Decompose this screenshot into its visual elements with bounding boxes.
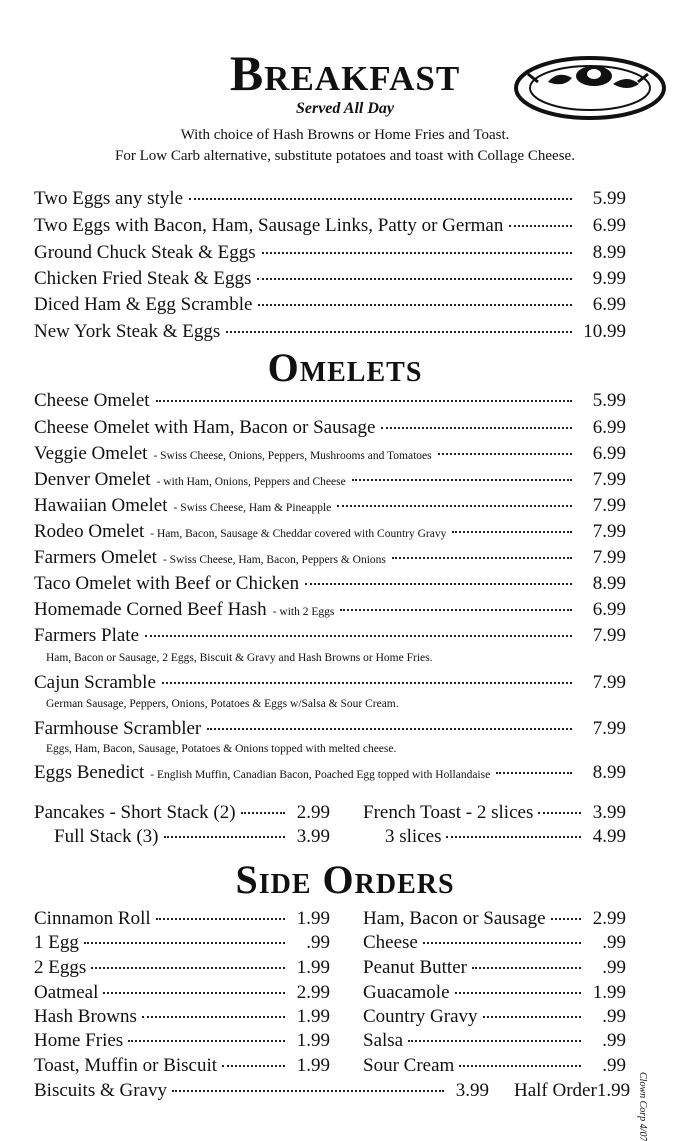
leader-dots bbox=[172, 1088, 444, 1092]
item-price: 7.99 bbox=[592, 672, 626, 693]
leader-dots bbox=[452, 529, 572, 533]
menu-item bbox=[34, 521, 626, 545]
item-price: 7.99 bbox=[592, 469, 626, 490]
leader-dots bbox=[222, 1063, 285, 1067]
item-name: 2 Eggs bbox=[34, 957, 87, 978]
item-name: Salsa bbox=[363, 1030, 404, 1051]
item-name: Sour Cream bbox=[363, 1055, 455, 1076]
item-price: 6.99 bbox=[592, 599, 626, 620]
item-price: 2.99 bbox=[592, 908, 626, 929]
item-description: - Ham, Bacon, Sausage & Cheddar covered with Country Gravy bbox=[150, 528, 447, 540]
menu-item bbox=[363, 802, 626, 826]
menu-item bbox=[34, 188, 626, 212]
menu-item bbox=[34, 718, 626, 742]
item-name: Peanut Butter bbox=[363, 957, 467, 978]
item-name: Hawaiian Omelet bbox=[34, 495, 168, 516]
leader-dots bbox=[509, 223, 572, 227]
leader-dots bbox=[145, 633, 572, 637]
item-price: 2.99 bbox=[296, 982, 330, 1003]
item-name: Cheese Omelet bbox=[34, 390, 150, 411]
leader-dots bbox=[156, 398, 572, 402]
leader-dots bbox=[164, 834, 286, 838]
leader-dots bbox=[226, 329, 572, 333]
menu-item bbox=[363, 957, 626, 981]
item-subdescription: Ham, Bacon or Sausage, 2 Eggs, Biscuit & Gravy and Hash Browns or Home Fries. bbox=[46, 652, 433, 664]
item-price: 3.99 bbox=[455, 1080, 489, 1101]
item-price: 1.99 bbox=[296, 1006, 330, 1027]
leader-dots bbox=[156, 916, 285, 920]
leader-dots bbox=[483, 1014, 581, 1018]
item-name: Cajun Scramble bbox=[34, 672, 156, 693]
menu-item bbox=[34, 268, 626, 292]
menu-item bbox=[34, 625, 626, 649]
leader-dots bbox=[337, 503, 572, 507]
leader-dots bbox=[352, 477, 572, 481]
item-description: - Swiss Cheese, Ham & Pineapple bbox=[173, 502, 332, 514]
leader-dots bbox=[103, 990, 285, 994]
item-subdescription: German Sausage, Peppers, Onions, Potatoes & Eggs w/Salsa & Sour Cream. bbox=[46, 698, 399, 710]
menu-item bbox=[34, 294, 626, 318]
item-price: 6.99 bbox=[592, 443, 626, 464]
item-price: 3.99 bbox=[592, 802, 626, 823]
menu-item bbox=[34, 802, 330, 826]
item-name: Pancakes - Short Stack (2) bbox=[34, 802, 236, 823]
leader-dots bbox=[551, 916, 581, 920]
leader-dots bbox=[438, 451, 572, 455]
item-name: Two Eggs with Bacon, Ham, Sausage Links, Patty or German bbox=[34, 215, 504, 236]
breakfast-note-sides: With choice of Hash Browns or Home Fries and Toast. bbox=[180, 127, 510, 143]
item-name: Eggs Benedict bbox=[34, 762, 145, 783]
menu-item bbox=[34, 573, 626, 597]
item-name: Oatmeal bbox=[34, 982, 99, 1003]
item-name: Home Fries bbox=[34, 1030, 124, 1051]
menu-item bbox=[34, 672, 626, 696]
item-price: 6.99 bbox=[592, 294, 626, 315]
menu-item bbox=[34, 908, 330, 932]
item-price: 10.99 bbox=[583, 321, 626, 342]
menu-item bbox=[34, 762, 626, 786]
item-name: Farmers Plate bbox=[34, 625, 140, 646]
half-order-price: 1.99 bbox=[596, 1080, 631, 1101]
leader-dots bbox=[472, 965, 581, 969]
omelets-title: Omelets bbox=[267, 345, 423, 390]
menu-item bbox=[34, 390, 626, 414]
item-price: .99 bbox=[602, 1030, 626, 1051]
leader-dots bbox=[305, 581, 572, 585]
leader-dots bbox=[91, 965, 285, 969]
leader-dots bbox=[257, 276, 572, 280]
menu-item bbox=[385, 826, 626, 850]
item-price: 7.99 bbox=[592, 547, 626, 568]
leader-dots bbox=[241, 810, 285, 814]
item-name: Denver Omelet bbox=[34, 469, 151, 490]
item-description: - with Ham, Onions, Peppers and Cheese bbox=[156, 476, 346, 488]
menu-item bbox=[34, 599, 626, 623]
item-name: Ham, Bacon or Sausage bbox=[363, 908, 546, 929]
leader-dots bbox=[258, 302, 572, 306]
item-price: 9.99 bbox=[592, 268, 626, 289]
item-price: 7.99 bbox=[592, 521, 626, 542]
item-price: .99 bbox=[602, 1006, 626, 1027]
item-price: 3.99 bbox=[296, 826, 330, 847]
breakfast-note-lowcarb: For Low Carb alternative, substitute potatoes and toast with Collage Cheese. bbox=[115, 148, 575, 164]
item-name: Homemade Corned Beef Hash bbox=[34, 599, 267, 620]
item-price: 4.99 bbox=[592, 826, 626, 847]
leader-dots bbox=[340, 607, 572, 611]
item-name: Chicken Fried Steak & Eggs bbox=[34, 268, 252, 289]
menu-item bbox=[34, 1006, 330, 1030]
item-name: Full Stack (3) bbox=[54, 826, 159, 847]
menu-item bbox=[34, 469, 626, 493]
item-price: 1.99 bbox=[296, 1030, 330, 1051]
item-name: Toast, Muffin or Biscuit bbox=[34, 1055, 218, 1076]
half-order bbox=[514, 1080, 631, 1104]
menu-item bbox=[34, 321, 626, 345]
menu-item bbox=[363, 982, 626, 1006]
item-price: 7.99 bbox=[592, 625, 626, 646]
item-description: - Swiss Cheese, Ham, Bacon, Peppers & Onions bbox=[162, 554, 386, 566]
side-orders-title: Side Orders bbox=[235, 857, 455, 902]
item-price: 7.99 bbox=[592, 495, 626, 516]
breakfast-subtitle: Served All Day bbox=[295, 100, 395, 117]
item-name: New York Steak & Eggs bbox=[34, 321, 221, 342]
item-name: Farmers Omelet bbox=[34, 547, 157, 568]
item-name: Cheese Omelet with Ham, Bacon or Sausage bbox=[34, 417, 376, 438]
leader-dots bbox=[207, 726, 572, 730]
item-price: 5.99 bbox=[592, 390, 626, 411]
menu-item bbox=[34, 1080, 489, 1104]
menu-item bbox=[34, 957, 330, 981]
item-name: Ground Chuck Steak & Eggs bbox=[34, 242, 256, 263]
item-name: Veggie Omelet bbox=[34, 443, 148, 464]
menu-item bbox=[34, 547, 626, 571]
leader-dots bbox=[459, 1063, 581, 1067]
leader-dots bbox=[128, 1038, 285, 1042]
item-price: 1.99 bbox=[296, 908, 330, 929]
item-price: 1.99 bbox=[592, 982, 626, 1003]
item-name: Farmhouse Scrambler bbox=[34, 718, 202, 739]
item-price: 1.99 bbox=[296, 1055, 330, 1076]
leader-dots bbox=[162, 680, 572, 684]
item-price: .99 bbox=[602, 932, 626, 953]
item-name: Cinnamon Roll bbox=[34, 908, 151, 929]
item-price: 1.99 bbox=[296, 957, 330, 978]
item-name: Hash Browns bbox=[34, 1006, 137, 1027]
item-price: 2.99 bbox=[296, 802, 330, 823]
menu-item bbox=[363, 908, 626, 932]
menu-item bbox=[363, 1055, 626, 1079]
item-description: - Swiss Cheese, Onions, Peppers, Mushrooms and Tomatoes bbox=[153, 450, 432, 462]
leader-dots bbox=[496, 770, 572, 774]
item-description: - English Muffin, Canadian Bacon, Poached Egg topped with Hollandaise bbox=[150, 769, 491, 781]
item-name: Rodeo Omelet bbox=[34, 521, 145, 542]
item-name: Two Eggs any style bbox=[34, 188, 184, 209]
leader-dots bbox=[262, 250, 572, 254]
leader-dots bbox=[446, 834, 581, 838]
menu-item bbox=[34, 417, 626, 441]
item-name: Biscuits & Gravy bbox=[34, 1080, 167, 1101]
menu-item bbox=[54, 826, 330, 850]
item-name: Guacamole bbox=[363, 982, 450, 1003]
printer-credit: Clown Corp 4/07 bbox=[637, 1072, 648, 1141]
menu-item bbox=[34, 215, 626, 239]
leader-dots bbox=[142, 1014, 285, 1018]
menu-item bbox=[34, 242, 626, 266]
item-price: 7.99 bbox=[592, 718, 626, 739]
menu-item bbox=[363, 932, 626, 956]
item-name: Diced Ham & Egg Scramble bbox=[34, 294, 253, 315]
item-price: 8.99 bbox=[592, 242, 626, 263]
item-price: .99 bbox=[306, 932, 330, 953]
leader-dots bbox=[538, 810, 581, 814]
item-name: 1 Egg bbox=[34, 932, 79, 953]
menu-item bbox=[34, 982, 330, 1006]
leader-dots bbox=[392, 555, 572, 559]
breakfast-title: Breakfast bbox=[229, 45, 461, 101]
menu-item bbox=[363, 1006, 626, 1030]
menu-item bbox=[34, 932, 330, 956]
item-price: 8.99 bbox=[592, 762, 626, 783]
menu-item bbox=[34, 1030, 330, 1054]
item-price: .99 bbox=[602, 957, 626, 978]
item-name: French Toast - 2 slices bbox=[363, 802, 534, 823]
leader-dots bbox=[455, 990, 581, 994]
item-name: 3 slices bbox=[385, 826, 442, 847]
menu-item bbox=[34, 495, 626, 519]
item-name: Taco Omelet with Beef or Chicken bbox=[34, 573, 300, 594]
item-price: 8.99 bbox=[592, 573, 626, 594]
plate-illustration-icon bbox=[508, 44, 668, 124]
half-order-label: Half Order bbox=[514, 1080, 597, 1101]
menu-item bbox=[34, 1055, 330, 1079]
leader-dots bbox=[189, 196, 572, 200]
item-price: 6.99 bbox=[592, 215, 626, 236]
item-price: .99 bbox=[602, 1055, 626, 1076]
leader-dots bbox=[423, 940, 581, 944]
item-description: - with 2 Eggs bbox=[272, 606, 335, 618]
leader-dots bbox=[84, 940, 285, 944]
item-name: Cheese bbox=[363, 932, 418, 953]
leader-dots bbox=[408, 1038, 581, 1042]
item-price: 5.99 bbox=[592, 188, 626, 209]
menu-item bbox=[34, 443, 626, 467]
menu-item bbox=[363, 1030, 626, 1054]
item-name: Country Gravy bbox=[363, 1006, 478, 1027]
leader-dots bbox=[381, 425, 572, 429]
item-price: 6.99 bbox=[592, 417, 626, 438]
item-subdescription: Eggs, Ham, Bacon, Sausage, Potatoes & Onions topped with melted cheese. bbox=[46, 743, 397, 755]
